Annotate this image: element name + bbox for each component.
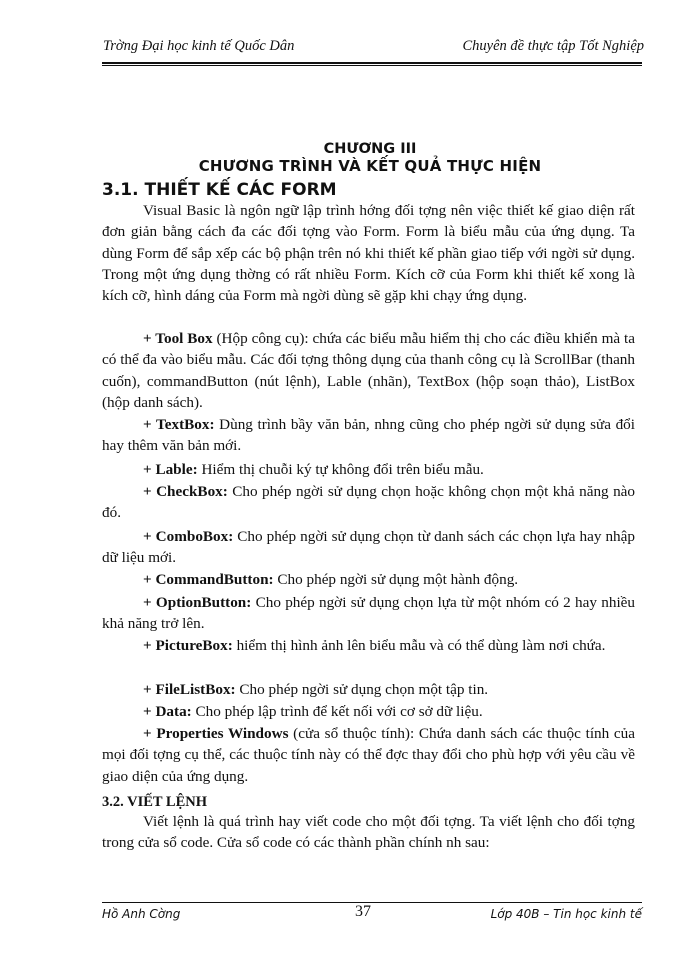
header-rule-thin <box>102 65 642 66</box>
section-heading-3-2: 3.2. VIẾT LỆNH <box>102 794 208 810</box>
item-term: + Tool Box <box>143 330 213 347</box>
item-desc: Cho phép ngời sử dụng chọn một tập tin. <box>235 681 489 698</box>
item-term: + CommandButton: <box>143 571 274 588</box>
item-desc: Cho phép lập trình để kết nối với cơ sở dữ liệu. <box>191 703 483 720</box>
item-optionbutton <box>102 592 635 635</box>
item-desc: Dùng trình bầy văn bản, nhng cũng cho phép ngời sử dụng sửa đổi hay thêm văn bản mới. <box>102 416 635 455</box>
item-textbox <box>102 414 635 457</box>
item-filelistbox <box>102 679 635 700</box>
intro-paragraph: Visual Basic là ngôn ngữ lập trình hớng đối tợng nên việc thiết kế giao diện rất đơn giản bằng cách đa các đối tợng vào Form. Form là biểu mẫu của ứng dụng. Ta dùng Form để sắp xếp các bộ phận trên nó khi thiết kế phần giao tiếp với ngời sử dụng. Trong một ứng dụng thờng có rất nhiều Form. Kích cỡ của Form khi thiết kế xong là kích cỡ, hình dáng của Form mà ngời dùng sẽ gặp khi chạy ứng dụng. <box>102 202 635 305</box>
item-desc: Cho phép ngời sử dụng chọn từ danh sách các chọn lựa hay nhập dữ liệu mới. <box>102 528 635 567</box>
item-desc: (cửa sổ thuộc tính): Chứa danh sách các thuộc tính của mọi đối tợng cụ thể, các thuộc tính này có thể đợc thay đổi cho phù hợp với yêu cầu về giao diện của ứng dụng. <box>102 725 635 785</box>
item-term: + ComboBox: <box>143 528 234 545</box>
item-term: + Lable: <box>143 461 198 478</box>
item-data <box>102 701 635 722</box>
header-right: Chuyên đề thực tập Tốt Nghiệp <box>462 38 644 54</box>
item-term: + CheckBox: <box>143 483 228 500</box>
item-lable <box>102 459 635 480</box>
item-desc: Hiểm thị chuỗi ký tự không đổi trên biểu mẫu. <box>197 461 484 478</box>
item-desc: (Hộp công cụ): chứa các biểu mẫu hiểm thị cho các điều khiển mà ta có thể đa vào biểu mẫu. Các đối tợng thông dụng của thanh công cụ là ScrollBar (thanh cuốn), commandButton (nút lệnh), Lable (nhãn), TextBox (hộp soạn thảo), ListBox (hộp danh sách). <box>102 330 635 411</box>
item-term: + Properties Windows <box>143 725 289 742</box>
item-checkbox <box>102 481 635 524</box>
footer-rule <box>102 902 642 903</box>
item-desc: Cho phép ngời sử dụng chọn hoặc không chọn một khả năng nào đó. <box>102 483 635 522</box>
footer-class: Lớp 40B – Tin học kinh tế <box>490 907 642 921</box>
item-picturebox <box>102 635 635 656</box>
item-combobox <box>102 526 635 569</box>
item-term: + Data: <box>143 703 192 720</box>
page-number: 37 <box>355 903 371 920</box>
header-left: Trờng Đại học kinh tế Quốc Dân <box>103 38 295 54</box>
chapter-title: CHƯƠNG TRÌNH VÀ KẾT QUẢ THỰC HIỆN <box>198 157 542 175</box>
item-term: + FileListBox: <box>143 681 236 698</box>
item-toolbox <box>102 328 635 413</box>
item-term: + OptionButton: <box>143 594 252 611</box>
item-commandbutton <box>102 569 635 590</box>
footer-author: Hồ Anh Cờng <box>102 907 181 921</box>
section-heading-3-1: 3.1. THIẾT KẾ CÁC FORM <box>102 180 337 200</box>
header-rule <box>102 62 642 64</box>
item-properties-windows <box>102 723 635 787</box>
section2-paragraph: Viết lệnh là quá trình hay viết code cho một đối tợng. Ta viết lệnh cho đối tợng trong cửa sổ code. Cửa sổ code có các thành phần chính nh sau: <box>102 813 635 852</box>
item-term: + TextBox: <box>143 416 215 433</box>
item-desc: Cho phép ngời sử dụng một hành động. <box>273 571 519 588</box>
item-term: + PictureBox: <box>143 637 233 654</box>
item-desc: hiểm thị hình ảnh lên biểu mẫu và có thể dùng làm nơi chứa. <box>232 637 606 654</box>
item-desc: Cho phép ngời sử dụng chọn lựa từ một nhóm có 2 hay nhiều khả năng trở lên. <box>102 594 636 633</box>
chapter-number: CHƯƠNG III <box>323 141 417 157</box>
